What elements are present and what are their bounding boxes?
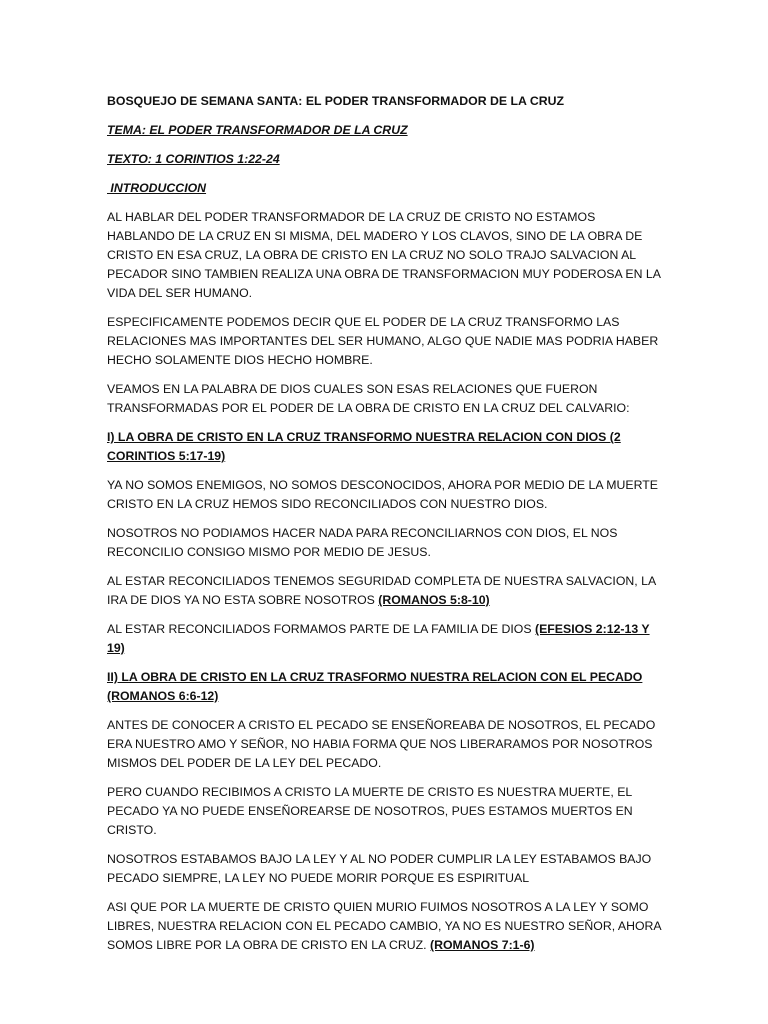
section-2-paragraph-1: ANTES DE CONOCER A CRISTO EL PECADO SE ENSEÑOREABA DE NOSOTROS, EL PECADO ERA NUESTRO AMO Y SEÑOR, NO HABIA FORMA QUE NOS LIBERARAMOS POR NOSOTROS MISMOS DEL PODER DE LA LEY DEL PECADO. — [107, 718, 656, 770]
section-1-paragraph-3 — [107, 572, 663, 610]
intro-heading — [107, 179, 663, 198]
intro-paragraph-3: VEAMOS EN LA PALABRA DE DIOS CUALES SON ESAS RELACIONES QUE FUERON TRANSFORMADAS POR EL PODER DE LA OBRA DE CRISTO EN LA CRUZ DEL CALVARIO: — [107, 382, 630, 415]
document-page — [107, 92, 663, 965]
document-title: BOSQUEJO DE SEMANA SANTA: EL PODER TRANSFORMADOR DE LA CRUZ — [107, 94, 565, 108]
intro-paragraph-1: AL HABLAR DEL PODER TRANSFORMADOR DE LA CRUZ DE CRISTO NO ESTAMOS HABLANDO DE LA CRUZ EN SI MISMA, DEL MADERO Y LOS CLAVOS, SINO DE LA OBRA DE CRISTO EN ESA CRUZ, LA OBRA DE CRISTO EN LA CRUZ NO SOLO TRAJO SALVACION AL PECADOR SINO TAMBIEN REALIZA UNA OBRA DE TRANSFORMACION MUY PODEROSA EN LA VIDA DEL SER HUMANO. — [107, 210, 661, 300]
section-1-paragraph-4 — [107, 620, 663, 658]
texto-line: TEXTO: 1 CORINTIOS 1:22-24 — [107, 152, 280, 166]
section-2-paragraph-4-text: ASI QUE POR LA MUERTE DE CRISTO QUIEN MURIO FUIMOS NOSOTROS A LA LEY Y SOMO LIBRES, NUESTRA RELACION CON EL PECADO CAMBIO, YA NO ES NUESTRO SEÑOR, AHORA SOMOS LIBRE POR LA OBRA DE CRISTO EN LA CRUZ. — [107, 900, 661, 952]
intro-paragraph-2: ESPECIFICAMENTE PODEMOS DECIR QUE EL PODER DE LA CRUZ TRANSFORMO LAS RELACIONES MAS IMPORTANTES DEL SER HUMANO, ALGO QUE NADIE MAS PODRIA HABER HECHO SOLAMENTE DIOS HECHO HOMBRE. — [107, 315, 659, 367]
romanos-7-reference: (ROMANOS 7:1-6) — [430, 938, 535, 952]
section-2-heading: II) LA OBRA DE CRISTO EN LA CRUZ TRASFORMO NUESTRA RELACION CON EL PECADO (ROMANOS 6:6-12) — [107, 670, 643, 703]
section-1-paragraph-4-text: AL ESTAR RECONCILIADOS FORMAMOS PARTE DE LA FAMILIA DE DIOS — [107, 622, 535, 636]
section-1-heading: I) LA OBRA DE CRISTO EN LA CRUZ TRANSFORMO NUESTRA RELACION CON DIOS (2 CORINTIOS 5:17-19) — [107, 430, 621, 463]
section-1-paragraph-3-text: AL ESTAR RECONCILIADOS TENEMOS SEGURIDAD COMPLETA DE NUESTRA SALVACION, LA IRA DE DIOS YA NO ESTA SOBRE NOSOTROS — [107, 574, 656, 607]
section-1-paragraph-1: YA NO SOMOS ENEMIGOS, NO SOMOS DESCONOCIDOS, AHORA POR MEDIO DE LA MUERTE CRISTO EN LA CRUZ HEMOS SIDO RECONCILIADOS CON NUESTRO DIOS. — [107, 478, 658, 511]
intro-heading-text: INTRODUCCION — [107, 181, 207, 195]
section-2-paragraph-2: PERO CUANDO RECIBIMOS A CRISTO LA MUERTE DE CRISTO ES NUESTRA MUERTE, EL PECADO YA NO PUEDE ENSEÑOREARSE DE NOSOTROS, PUES ESTAMOS MUERTOS EN CRISTO. — [107, 785, 633, 837]
section-1-paragraph-2: NOSOTROS NO PODIAMOS HACER NADA PARA RECONCILIARNOS CON DIOS, EL NOS RECONCILIO CONSIGO MISMO POR MEDIO DE JESUS. — [107, 526, 618, 559]
section-2-paragraph-4 — [107, 898, 663, 955]
section-2-paragraph-3: NOSOTROS ESTABAMOS BAJO LA LEY Y AL NO PODER CUMPLIR LA LEY ESTABAMOS BAJO PECADO SIEMPRE, LA LEY NO PUEDE MORIR PORQUE ES ESPIRITUAL — [107, 852, 652, 885]
efesios-reference: (EFESIOS 2:12-13 Y 19) — [107, 622, 650, 655]
romanos-5-reference: (ROMANOS 5:8-10) — [378, 593, 490, 607]
tema-line: TEMA: EL PODER TRANSFORMADOR DE LA CRUZ — [107, 123, 408, 137]
